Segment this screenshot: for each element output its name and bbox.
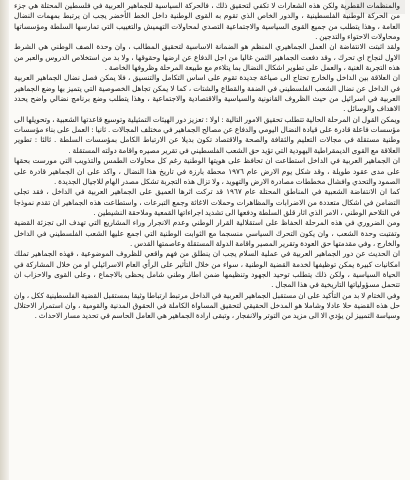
paragraph: ان العلاقة بين الداخل والخارج تحتاج الى صياغة جديدة تقوم على اساس التكامل والتنسيق ، فلا يمكن فصل نضال الجماهير العربية في الداخل عن نضال الشعب الفلسطيني في الضفة والقطاع والشتات ، كما لا يمكن تجاهل الخصوصية التي يتميز بها وضع الجماهير العربية في اسرائيل من حيث الظروف القانونية والسياسية والاقتصادية والاجتماعية ، وهذا يتطلب وضع برنامج نضالي واضح يحدد الاهداف والوسائل . (14, 73, 400, 114)
scan-edge-shadow (0, 0, 9, 480)
paragraph: ولقد اثبتت الانتفاضة ان العمل الجماهيري المنظم هو الضمانة الاساسية لتحقيق المطالب ، وان وحدة الصف الوطني هي الشرط الاول لنجاح اي تحرك ، وقد دفعت الجماهير الثمن غاليا من اجل الدفاع عن ارضها وحقوقها ، ولا بد من استخلاص الدروس والعبر من هذه التجربة الغنية ، والعمل على تطوير اشكال النضال بما يتلاءم مع طبيعة المرحلة وظروفها الخاصة . (14, 42, 400, 73)
paragraph: كما ان الانتفاضة الشعبية في المناطق المحتلة عام ١٩٦٧ قد تركت اثرها العميق على الجماهير العربية في الداخل ، فقد تجلى التضامن في اشكال متعددة من الاضرابات والمظاهرات وحملات الاغاثة وجمع التبرعات ، واستطاعت هذه الجماهير ان تقدم نموذجا في التلاحم الوطني ، الامر الذي اثار قلق السلطة ودفعها الى تشديد اجراءاتها القمعية وملاحقة النشيطين . (14, 187, 400, 217)
article-body (14, 1, 400, 478)
paragraph: والمنظمات القطرية ولكن هذه الشعارات لا تكفي لتحقيق ذلك ، فالحركة السياسية للجماهير العربية في فلسطين المحتلة هي جزء من الحركة الوطنية الفلسطينية ، والدور الخاص الذي تقوم به القوى الوطنية داخل الخط الأخضر يجب ان يرتبط بمهمات النضال العامة ، وهذا يتطلب من جميع القوى السياسية والاجتماعية التصدي لمحاولات التهميش والتغييب التي تمارسها السلطة ومؤسساتها ومحاولات الاحتواء والتدجين . (14, 1, 400, 42)
paragraph: وفي الختام لا بد من التأكيد على ان مستقبل الجماهير العربية في الداخل مرتبط ارتباطا وثيقا بمستقبل القضية الفلسطينية ككل ، وان حل هذه القضية حلا عادلا وشاملا هو المدخل الحقيقي لتحقيق المساواة الكاملة في الحقوق المدنية والقومية ، وان استمرار الاحتلال وسياسة التمييز لن يؤدي الا الى مزيد من التوتر والانفجار ، وتبقى ارادة الجماهير هي العامل الحاسم في تحديد مسار الاحداث . (14, 290, 400, 321)
paragraph: ان الجماهير العربية في الداخل استطاعت ان تحافظ على هويتها الوطنية رغم كل محاولات الطمس والتذويب التي مورست بحقها على مدى عقود طويلة ، وقد شكل يوم الارض عام ١٩٧٦ محطة بارزة في تاريخ هذا النضال ، واكد على ان الجماهير قادرة على الصمود والتحدي وافشال مخططات مصادرة الارض والتهويد ، ولا تزال هذه التجربة تشكل مصدر الهام للاجيال الجديدة . (14, 156, 400, 186)
paragraph: ويمكن القول ان المرحلة الحالية تتطلب تحقيق الامور التالية : اولا : تعزيز دور الهيئات التمثيلية وتوسيع قاعدتها الشعبية ، وتحويلها الى مؤسسات فاعلة قادرة على قيادة النضال اليومي والدفاع عن مصالح الجماهير في مختلف المجالات . ثانيا : العمل على بناء مؤسسات وطنية مستقلة في مجالات التعليم والثقافة والصحة والاقتصاد تكون بديلا عن الارتباط الكامل بمؤسسات السلطة . ثالثا : تطوير العلاقة مع القوى الديمقراطية اليهودية التي تؤيد حق الشعب الفلسطيني في تقرير مصيره واقامة دولته المستقلة . (14, 114, 400, 155)
paragraph: ان الحديث عن دور الجماهير العربية في عملية السلام يجب ان ينطلق من فهم واقعي للظروف الموضوعية ، فهذه الجماهير تملك امكانيات كبيرة يمكن توظيفها لخدمة القضية الوطنية ، سواء من خلال التأثير على الرأي العام الاسرائيلي او من خلال المشاركة في الحياة السياسية ، ولكن ذلك يتطلب توحيد الجهود وتنظيمها ضمن اطار وطني شامل يحظى بالاجماع ، وعلى القوى والاحزاب ان تتحمل مسؤولياتها التاريخية في هذا المجال . (14, 249, 400, 290)
paragraph: ومن الضروري في هذه المرحلة الحفاظ على استقلالية القرار الوطني وعدم الانجرار وراء المشاريع التي تهدف الى تجزئة القضية وتفتيت وحدة الشعب ، وان يكون التحرك السياسي منسجما مع الثوابت الوطنية التي اجمع عليها الشعب الفلسطيني في الداخل والخارج ، وفي مقدمتها حق العودة وتقرير المصير واقامة الدولة المستقلة وعاصمتها القدس . (14, 218, 400, 248)
